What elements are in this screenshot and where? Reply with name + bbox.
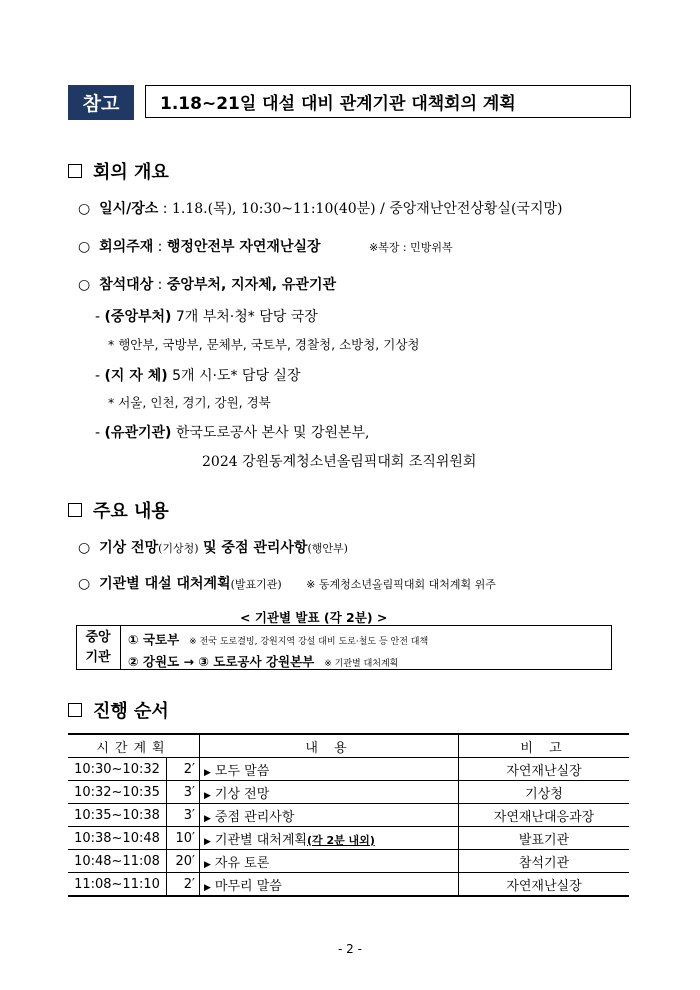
square-bullet-icon: [68, 703, 82, 717]
row-note: 발표기관: [459, 827, 630, 850]
date-location-row: ○ 일시/장소 : 1.18.(목), 10:30~11:10(40분) / 중앙재난안전상황실(국지망): [78, 201, 563, 217]
date-location-value: 1.18.(목), 10:30~11:10(40분) / 중앙재난안전상황실(국지망): [171, 201, 563, 217]
presentation-row-1-note: ※ 전국 도로결빙, 강원지역 강설 대비 도로·철도 등 안전 대책: [189, 637, 429, 647]
row-content-extra: (각 2분 내외): [306, 833, 375, 847]
central-label: (중앙부처): [104, 309, 172, 325]
page-number: - 2 -: [338, 942, 362, 956]
content-item-2-note: ※ 동계청소년올림픽대회 대처계획 위주: [306, 578, 496, 591]
row-time: 10:32~10:35: [68, 781, 167, 804]
row-time: 10:30~10:32: [68, 758, 167, 781]
triangle-bullet-icon: ▶: [204, 767, 211, 778]
row-content: [200, 850, 459, 873]
row-content: [200, 827, 459, 850]
row-time: 10:35~10:38: [68, 804, 167, 827]
content-item-1-org2: (행안부): [307, 542, 348, 555]
section-schedule-heading: [68, 697, 169, 723]
triangle-bullet-icon: ▶: [204, 813, 211, 824]
row-minutes: 10′: [167, 827, 200, 850]
row-note: 자연재난실장: [459, 873, 630, 897]
header-title-box: [145, 85, 631, 118]
table-row: [68, 850, 629, 873]
triangle-bullet-icon: ▶: [204, 790, 211, 801]
section-title: 회의 개요: [93, 162, 169, 183]
row-time: 10:48~11:08: [68, 850, 167, 873]
section-title: 진행 순서: [93, 701, 169, 722]
content-item-1-org: (기상청): [158, 542, 199, 555]
table-row: [68, 827, 629, 850]
schedule-header-row: [68, 734, 629, 758]
local-label: (지 자 체): [104, 368, 168, 384]
presentation-row-1: [128, 630, 428, 648]
row-content-text: 자유 토론: [214, 855, 270, 871]
row-minutes: 2′: [167, 873, 200, 897]
row-content-text: 중점 관리사항: [214, 809, 295, 825]
row-content-text: 기관별 대처계획: [214, 832, 307, 848]
content-item-1-sub: 및 중점 관리사항: [203, 540, 308, 556]
circle-bullet-icon: ○: [78, 540, 91, 556]
presentation-label-line2: 기관: [85, 649, 111, 665]
attendees-row: ○ 참석대상 : 중앙부처, 지자체, 유관기관: [78, 277, 337, 293]
circle-bullet-icon: ○: [78, 239, 91, 255]
triangle-bullet-icon: ▶: [204, 882, 211, 893]
header-title: 1.18~21일 대설 대비 관계기관 대책회의 계획: [160, 94, 516, 114]
presentation-label-line1: 중앙: [85, 629, 111, 645]
table-row: [68, 873, 629, 897]
row-content: [200, 804, 459, 827]
attendees-label: 참석대상: [99, 277, 154, 293]
central-value: 7개 부처·청* 담당 국장: [175, 309, 318, 325]
host-label: 회의주재: [99, 239, 154, 255]
row-content: [200, 758, 459, 781]
row-note: 자연재난실장: [459, 758, 630, 781]
section-title: 주요 내용: [93, 501, 169, 522]
central-row: - (중앙부처) 7개 부처·청* 담당 국장: [95, 309, 318, 325]
row-time: 11:08~11:10: [68, 873, 167, 897]
table-row: [68, 804, 629, 827]
row-note: 기상청: [459, 781, 630, 804]
row-minutes: 3′: [167, 804, 200, 827]
row-content-text: 모두 말씀: [214, 763, 270, 779]
local-row: - (지 자 체) 5개 시·도* 담당 실장: [95, 368, 301, 384]
row-minutes: 2′: [167, 758, 200, 781]
local-value: 5개 시·도* 담당 실장: [172, 368, 301, 384]
agency-row: - (유관기관) 한국도로공사 본사 및 강원본부,: [95, 425, 370, 441]
content-item-1-main: 기상 전망: [99, 540, 159, 556]
row-minutes: 20′: [167, 850, 200, 873]
header-time: 시간계획: [68, 734, 200, 758]
attendees-value: 중앙부처, 지자체, 유관기관: [166, 277, 337, 293]
header-content: 내 용: [200, 734, 459, 758]
presentation-label: [76, 625, 121, 670]
host-value: 행정안전부 자연재난실장: [166, 239, 321, 255]
row-note: 자연재난대응과장: [459, 804, 630, 827]
table-row: [68, 758, 629, 781]
local-footnote: * 서울, 인천, 경기, 강원, 경북: [108, 395, 271, 410]
content-item-2-main: 기관별 대설 대처계획: [99, 576, 231, 592]
triangle-bullet-icon: ▶: [204, 836, 211, 847]
circle-bullet-icon: ○: [78, 201, 91, 217]
content-item-1: [78, 537, 348, 557]
central-footnote: * 행안부, 국방부, 문체부, 국토부, 경찰청, 소방청, 기상청: [108, 337, 420, 352]
circle-bullet-icon: ○: [78, 277, 91, 293]
section-main-content-heading: [68, 497, 169, 523]
presentation-row-2-note: ※ 기관별 대처계획: [324, 659, 399, 669]
circle-bullet-icon: ○: [78, 576, 91, 592]
square-bullet-icon: [68, 164, 82, 178]
table-row: [68, 781, 629, 804]
schedule-table: [68, 733, 629, 897]
triangle-bullet-icon: ▶: [204, 859, 211, 870]
row-content-text: 마무리 말씀: [214, 878, 282, 894]
row-note: 참석기관: [459, 850, 630, 873]
row-content: [200, 781, 459, 804]
content-item-2-org: (발표기관): [230, 578, 282, 591]
presentation-title: < 기관별 발표 (각 2분) >: [240, 610, 388, 625]
row-time: 10:38~10:48: [68, 827, 167, 850]
row-minutes: 3′: [167, 781, 200, 804]
square-bullet-icon: [68, 503, 82, 517]
section-overview-heading: [68, 158, 169, 184]
row-content: [200, 873, 459, 897]
content-item-2: [78, 573, 496, 593]
presentation-row-2: [128, 652, 398, 670]
presentation-row-1-org: ① 국토부: [128, 632, 180, 647]
agency-value-2: 2024 강원동계청소년올림픽대회 조직위원회: [202, 454, 477, 470]
presentation-row-2-org: ② 강원도 → ③ 도로공사 강원본부: [128, 654, 315, 669]
date-location-label: 일시/장소: [99, 201, 159, 217]
header-tag: 참고: [68, 85, 134, 120]
header-note: 비 고: [459, 734, 630, 758]
agency-value-1: 한국도로공사 본사 및 강원본부,: [175, 425, 370, 441]
host-row: ○ 회의주재 : 행정안전부 자연재난실장 ※복장 : 민방위복: [78, 239, 453, 255]
agency-label: (유관기관): [104, 425, 172, 441]
row-content-text: 기상 전망: [214, 786, 270, 802]
host-note: ※복장 : 민방위복: [368, 241, 453, 254]
